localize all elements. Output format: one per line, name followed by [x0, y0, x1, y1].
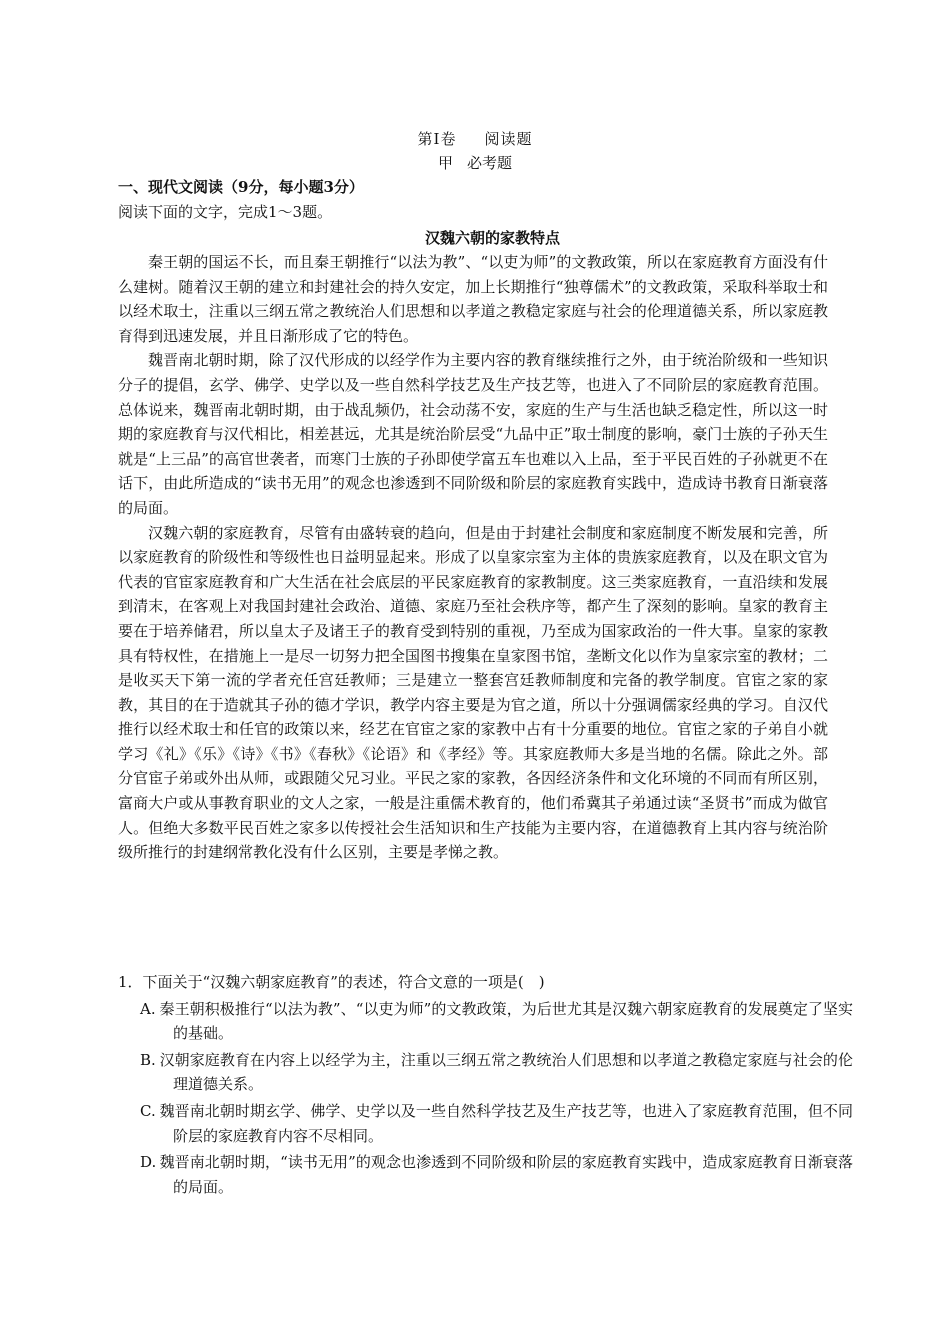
article-title: 汉魏六朝的家教特点 [424, 229, 560, 247]
section-heading: 一、现代文阅读（9分，每小题3分） [118, 178, 364, 196]
option-text: 汉朝家庭教育在内容上以经学为主，注重以三纲五常之教统治人们思想和以孝道之教稳定家庭与社会的伦理道德关系。 [159, 1050, 853, 1094]
option-a [140, 997, 853, 1046]
article-body [118, 250, 828, 865]
article-paragraph: 魏晋南北朝时期，除了汉代形成的以经学作为主要内容的教育继续推行之外，由于统治阶级和一些知识分子的提倡，玄学、佛学、史学以及一些自然科学技艺及生产技艺等，也进入了不同阶层的家庭教育范围。总体说来，魏晋南北朝时期，由于战乱频仍，社会动荡不安，家庭的生产与生活也缺乏稳定性，所以这一时期的家庭教育与汉代相比，相差甚远，尤其是统治阶层受“九品中正”取士制度的影响，豪门士族的子孙天生就是“上三品”的高官世袭者，而寒门士族的子孙即使学富五车也难以入上品，至于平民百姓的子孙就更不在话下，由此所造成的“读书无用”的观念也渗透到不同阶级和阶层的家庭教育实践中，造成诗书教育日渐衰落的局面。 [118, 351, 828, 517]
volume-title [0, 128, 950, 150]
option-d [140, 1150, 853, 1199]
volume-label: 第Ⅰ卷 [417, 130, 457, 148]
option-letter: D. [140, 1153, 157, 1172]
volume-name: 阅读题 [484, 130, 533, 148]
article-paragraph: 秦王朝的国运不长，而且秦王朝推行“以法为教”、“以吏为师”的文教政策，所以在家庭教育方面没有什么建树。随着汉王朝的建立和封建社会的持久安定，加上长期推行“独尊儒术”的文教政策，采取科举取士和以经术取士，注重以三纲五常之教统治人们思想和以孝道之教稳定家庭与社会的伦理道德关系，所以家庭教育得到迅速发展，并且日渐形成了它的特色。 [118, 253, 828, 345]
part-label: 甲 [437, 154, 453, 172]
option-text: 秦王朝积极推行“以法为教”、“以吏为师”的文教政策，为后世尤其是汉魏六朝家庭教育的发展奠定了坚实的基础。 [159, 999, 853, 1043]
question-1 [118, 970, 853, 1199]
article-paragraph: 汉魏六朝的家庭教育，尽管有由盛转衰的趋向，但是由于封建社会制度和家庭制度不断发展和完善，所以家庭教育的阶级性和等级性也日益明显起来。形成了以皇家宗室为主体的贵族家庭教育，以及在职文官为代表的官宦家庭教育和广大生活在社会底层的平民家庭教育的家教制度。这三类家庭教育，一直沿续和发展到清末，在客观上对我国封建社会政治、道德、家庭乃至社会秩序等，都产生了深刻的影响。皇家的教育主要在于培养储君，所以皇太子及诸王子的教育受到特别的重视，乃至成为国家政治的一件大事。皇家的家教具有特权性，在措施上一是尽一切努力把全国图书搜集在皇家图书馆，垄断文化以作为皇家宗室的教材；二是收买天下第一流的学者充任宫廷教师；三是建立一整套宫廷教师制度和完备的教学制度。官宦之家的家教，其目的在于造就其子孙的德才学识，教学内容主要是为官之道，所以十分强调儒家经典的学习。自汉代推行以经术取士和任官的政策以来，经艺在官宦之家的家教中占有十分重要的地位。官宦之家的子弟自小就学习《礼》《乐》《诗》《书》《春秋》《论语》和《孝经》等。其家庭教师大多是当地的名儒。除此之外。部分官宦子弟或外出从师，或跟随父兄习业。平民之家的家教，各因经济条件和文化环境的不同而有所区别，富商大户或从事教育职业的文人之家，一般是注重儒术教育的，他们希冀其子弟通过读“圣贤书”而成为做官人。但绝大多数平民百姓之家多以传授社会生活知识和生产技能为主要内容，在道德教育上其内容与统治阶级所推行的封建纲常教化没有什么区别，主要是孝悌之教。 [118, 523, 828, 862]
part-title [0, 152, 950, 174]
option-b [140, 1048, 853, 1097]
option-text: 魏晋南北朝时期，“读书无用”的观念也渗透到不同阶级和阶层的家庭教育实践中，造成家庭教育日渐衰落的局面。 [159, 1153, 853, 1196]
section-instruction: 阅读下面的文字，完成1～3题。 [118, 203, 333, 221]
option-c [140, 1099, 853, 1148]
option-letter: B. [140, 1050, 156, 1069]
question-stem: 1．下面关于“汉魏六朝家庭教育”的表述，符合文意的一项是( ) [118, 973, 545, 991]
option-letter: C. [140, 1101, 156, 1120]
option-text: 魏晋南北朝时期玄学、佛学、史学以及一些自然科学技艺及生产技艺等，也进入了家庭教育范围，但不同阶层的家庭教育内容不尽相同。 [159, 1101, 853, 1145]
option-letter: A. [140, 999, 156, 1018]
part-name: 必考题 [467, 154, 513, 172]
